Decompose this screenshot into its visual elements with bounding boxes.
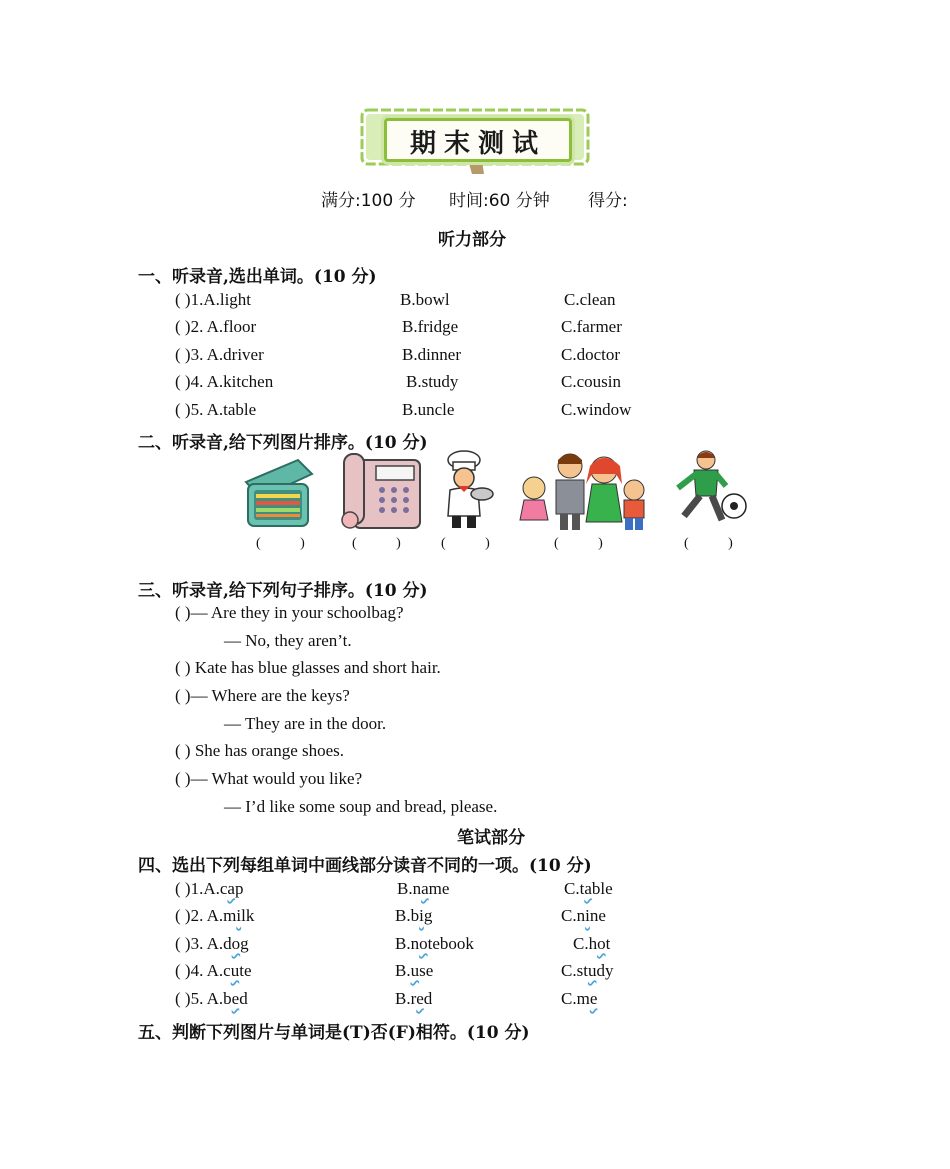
section-4-heading: 四、选出下列每组单词中画线部分读音不同的一项。(10 分) <box>138 856 592 876</box>
s4-row-3-b: B.notebook <box>395 934 474 953</box>
s1-row-1-b: B.bowl <box>400 290 450 309</box>
page-title: 期末测试 <box>409 129 546 159</box>
section-1-heading: 一、听录音,选出单词。(10 分) <box>138 267 377 287</box>
s4-row-5-a: ( )5. A.bed <box>175 989 248 1008</box>
full-score: 满分:100 分 <box>321 191 416 211</box>
s4-row-1-b: B.name <box>397 879 450 898</box>
score-field: 得分: <box>588 191 628 211</box>
s4-row-2-a: ( )2. A.milk <box>175 906 255 925</box>
s1-row-3-c: C.doctor <box>561 345 621 364</box>
s3-line-4: ( )— Where are the keys? <box>175 686 350 705</box>
s4-row-4-a: ( )4. A.cute <box>175 961 252 980</box>
cook-icon <box>436 450 494 532</box>
title-box <box>384 118 572 162</box>
s4-row-3-a: ( )3. A.dog <box>175 934 249 953</box>
s4-row-5-c: C.me <box>561 989 598 1008</box>
s1-row-4-c: C.cousin <box>561 372 621 391</box>
blank-5[interactable]: ( ) <box>684 536 751 551</box>
s3-line-3: ( ) Kate has blue glasses and short hair. <box>175 658 441 677</box>
football-player-icon <box>666 448 748 532</box>
s1-row-2-c: C.farmer <box>561 317 622 336</box>
time-limit: 时间:60 分钟 <box>449 191 550 211</box>
s1-row-1-c: C.clean <box>564 290 616 309</box>
telephone-icon <box>338 450 424 532</box>
s4-row-3-c: C.hot <box>573 934 611 953</box>
s1-row-1-a: ( )1.A.light <box>175 290 252 309</box>
writing-title: 笔试部分 <box>457 828 525 848</box>
s4-row-1-c: C.table <box>564 879 613 898</box>
s4-row-5-b: B.red <box>395 989 433 1008</box>
s1-row-5-a: ( )5. A.table <box>175 400 257 419</box>
s1-row-2-a: ( )2. A.floor <box>175 317 257 336</box>
s4-row-2-b: B.big <box>395 906 433 925</box>
s1-row-2-b: B.fridge <box>402 317 459 336</box>
section-5-heading: 五、判断下列图片与单词是(T)否(F)相符。(10 分) <box>138 1023 530 1043</box>
s1-row-4-b: B.study <box>406 372 459 391</box>
s1-row-3-b: B.dinner <box>402 345 462 364</box>
s1-row-5-c: C.window <box>561 400 632 419</box>
section-3-heading: 三、听录音,给下列句子排序。(10 分) <box>138 581 428 601</box>
pencil-box-icon <box>242 452 314 532</box>
blank-3[interactable]: ( ) <box>441 536 508 551</box>
s3-line-5: — They are in the door. <box>224 714 387 733</box>
s3-line-2: — No, they aren’t. <box>224 631 352 650</box>
blank-2[interactable]: ( ) <box>352 536 419 551</box>
s4-row-2-c: C.nine <box>561 906 606 925</box>
blank-1[interactable]: ( ) <box>256 536 323 551</box>
s3-line-7: ( )— What would you like? <box>175 769 363 788</box>
listening-title: 听力部分 <box>438 230 506 250</box>
s4-row-4-b: B.use <box>395 961 434 980</box>
s4-row-1-a: ( )1.A.cap <box>175 879 244 898</box>
s1-row-3-a: ( )3. A.driver <box>175 345 264 364</box>
blank-4[interactable]: ( ) <box>554 536 621 551</box>
s1-row-4-a: ( )4. A.kitchen <box>175 372 274 391</box>
s3-line-8: — I’d like some soup and bread, please. <box>224 797 498 816</box>
s3-line-6: ( ) She has orange shoes. <box>175 741 345 760</box>
section-2-heading: 二、听录音,给下列图片排序。(10 分) <box>138 433 428 453</box>
family-icon <box>512 448 652 532</box>
s1-row-5-b: B.uncle <box>402 400 455 419</box>
s3-line-1: ( )— Are they in your schoolbag? <box>175 603 404 622</box>
s4-row-4-c: C.study <box>561 961 614 980</box>
